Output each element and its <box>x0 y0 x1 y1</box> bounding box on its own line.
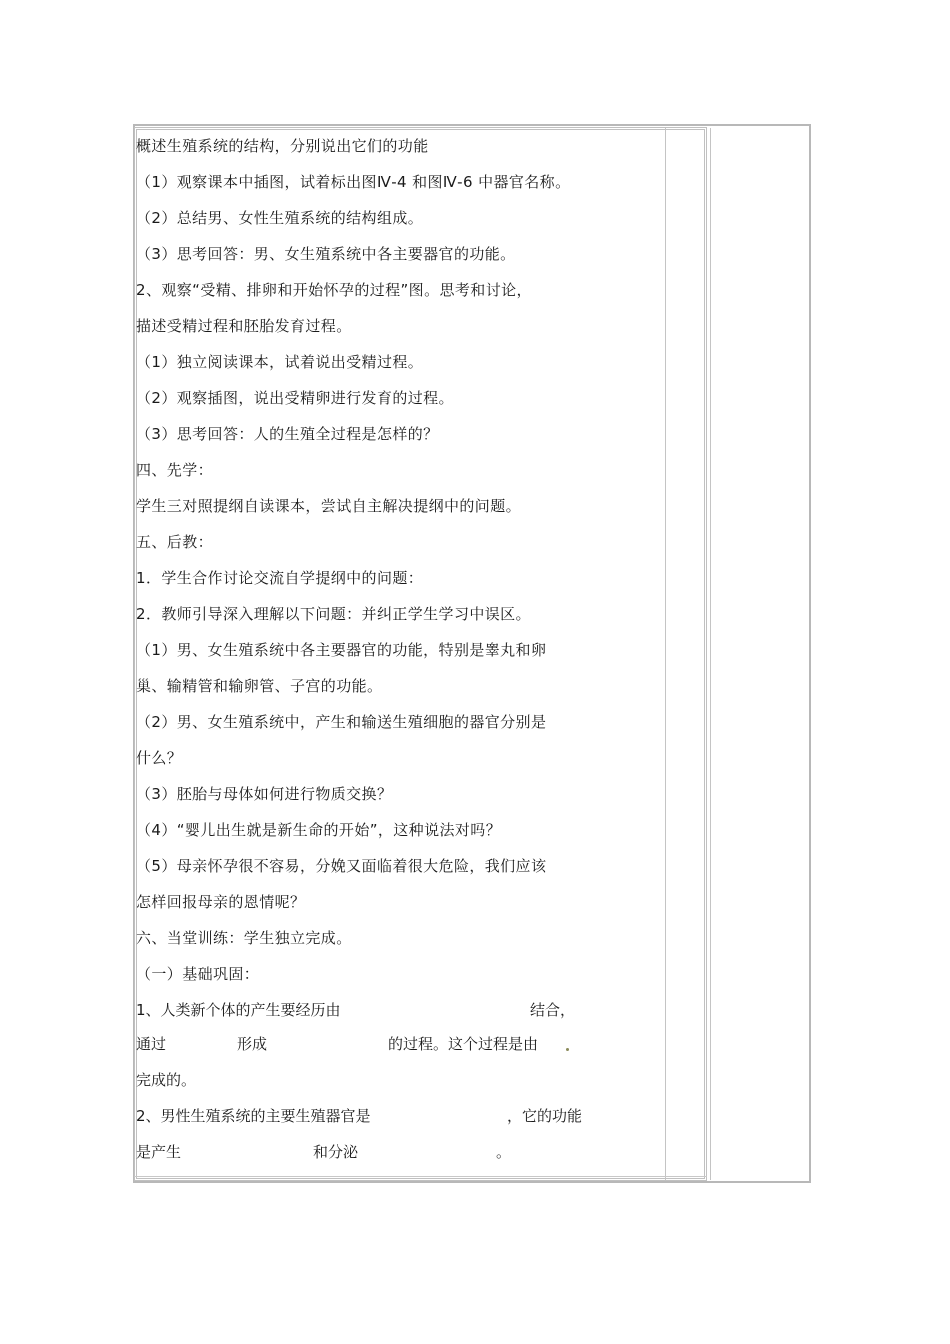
text-line: （4）“婴儿出生就是新生命的开始”，这种说法对吗？ <box>136 821 502 839</box>
text-line: 怎样回报母亲的恩情呢？ <box>136 893 306 911</box>
text-line: 概述生殖系统的结构，分别说出它们的功能 <box>136 137 429 155</box>
text-line: 2、观察“受精、排卵和开始怀孕的过程”图。思考和讨论， <box>136 281 532 299</box>
text-line: （3）胚胎与母体如何进行物质交换？ <box>136 785 393 803</box>
text-line: （2）观察插图，说出受精卵进行发育的过程。 <box>136 389 454 407</box>
bottom-rule <box>134 1176 707 1177</box>
column-divider <box>710 128 711 1180</box>
text-line: 学生三对照提纲自读课本，尝试自主解决提纲中的问题。 <box>136 497 522 515</box>
section-heading: 四、先学： <box>136 461 214 479</box>
text-line: 巢、输精管和输卵管、子宫的功能。 <box>136 677 383 695</box>
q2-text: ，它的功能 <box>507 1107 583 1125</box>
column-divider <box>665 128 666 1180</box>
section-heading: 六、当堂训练：学生独立完成。 <box>136 929 352 947</box>
q1-text: 完成的。 <box>136 1071 197 1089</box>
q1-text: 形成 <box>237 1035 268 1053</box>
text-line: （1）独立阅读课本，试着说出受精过程。 <box>136 353 424 371</box>
text-line: （2）总结男、女性生殖系统的结构组成。 <box>136 209 424 227</box>
sub-heading: （一）基础巩固： <box>136 965 260 983</box>
text-line: （5）母亲怀孕很不容易，分娩又面临着很大危险，我们应该 <box>136 857 547 875</box>
q1-text: 通过 <box>136 1035 167 1053</box>
text-line: （3）思考回答：男、女生殖系统中各主要器官的功能。 <box>136 245 516 263</box>
text-line: （3）思考回答：人的生殖全过程是怎样的？ <box>136 425 439 443</box>
q2-text: 是产生 <box>136 1143 182 1161</box>
q1-text: 结合， <box>530 1001 576 1019</box>
text-line: （1）观察课本中插图，试着标出图Ⅳ-4 和图Ⅳ-6 中器官名称。 <box>136 173 571 191</box>
text-line: 描述受精过程和胚胎发育过程。 <box>136 317 352 335</box>
text-line: 什么？ <box>136 749 183 767</box>
q1-text: 的过程。这个过程是由 <box>388 1035 539 1053</box>
section-heading: 五、后教： <box>136 533 214 551</box>
q2-text: 2、男性生殖系统的主要生殖器官是 <box>136 1107 371 1125</box>
q2-text: 和分泌 <box>313 1143 359 1161</box>
q1-text: 1、人类新个体的产生要经历由 <box>136 1001 341 1019</box>
text-line: 2．教师引导深入理解以下问题：并纠正学生学习中误区。 <box>136 605 531 623</box>
text-line: 1．学生合作讨论交流自学提纲中的问题： <box>136 569 424 587</box>
stray-mark <box>566 1048 569 1051</box>
text-line: （2）男、女生殖系统中，产生和输送生殖细胞的器官分别是 <box>136 713 547 731</box>
q2-text: 。 <box>496 1143 512 1161</box>
text-line: （1）男、女生殖系统中各主要器官的功能，特别是睾丸和卵 <box>136 641 547 659</box>
